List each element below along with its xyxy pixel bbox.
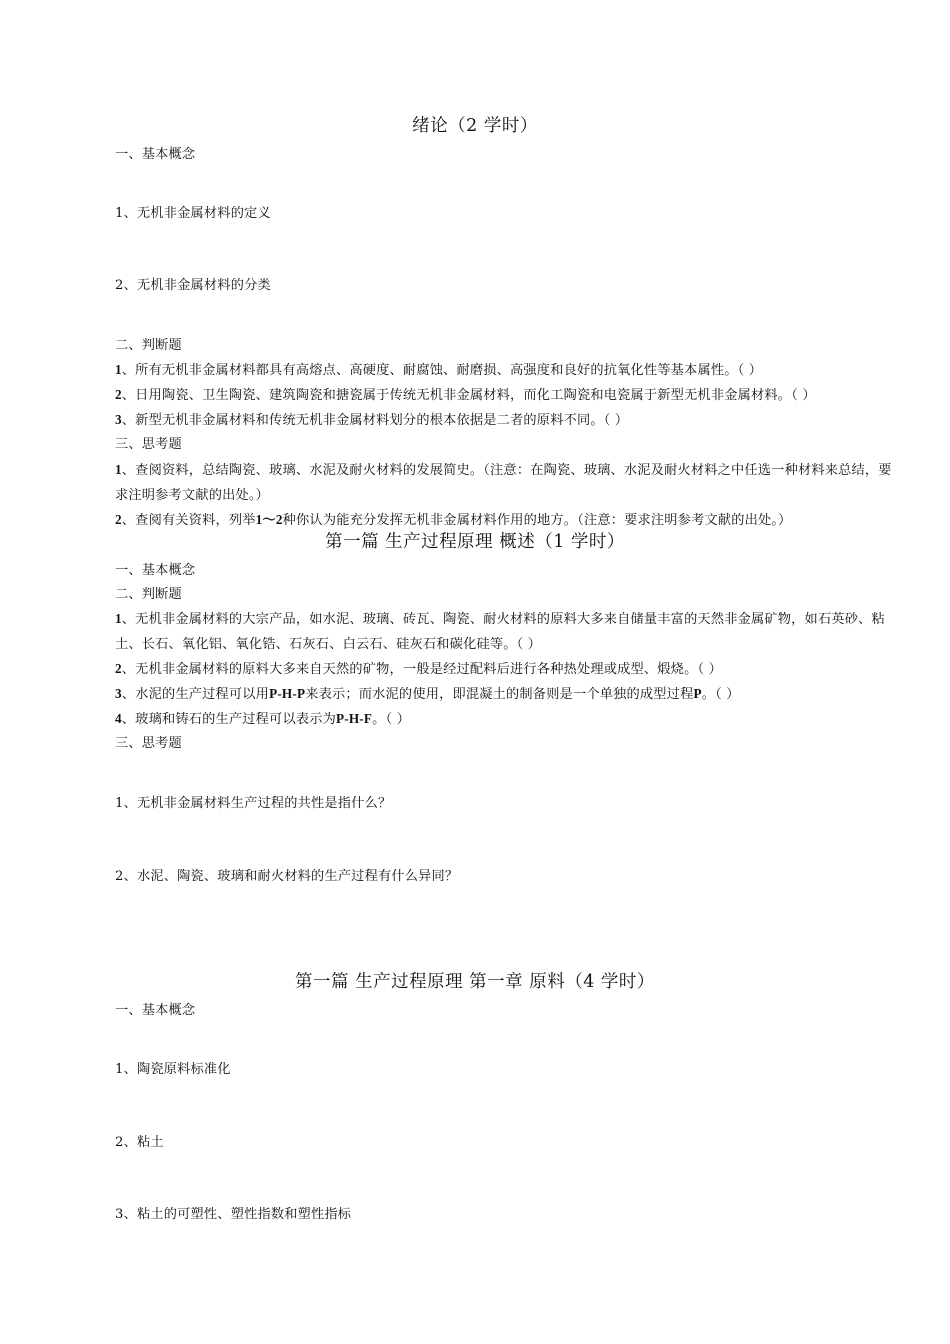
judgment-item: 3、水泥的生产过程可以用P-H-P来表示；而水泥的使用，即混凝土的制备则是一个单独的成型过程P。（ ） — [115, 686, 740, 702]
concept-item: 1、陶瓷原料标准化 — [115, 1062, 231, 1077]
heading-thinking-questions: 三、思考题 — [115, 437, 182, 452]
judgment-item: 1、所有无机非金属材料都具有高熔点、高硬度、耐腐蚀、耐磨损、高强度和良好的抗氧化性等基本属性。（ ） — [115, 362, 763, 378]
judgment-item: 2、无机非金属材料的原料大多来自天然的矿物，一般是经过配料后进行各种热处理或成型、煅烧。（ ） — [115, 661, 723, 677]
concept-item: 2、粘土 — [115, 1135, 164, 1150]
heading-basic-concepts: 一、基本概念 — [115, 563, 196, 578]
concept-item: 2、无机非金属材料的分类 — [115, 278, 271, 293]
section-title-overview: 第一篇 生产过程原理 概述（1 学时） — [325, 532, 625, 552]
thinking-item: 1、无机非金属材料生产过程的共性是指什么？ — [115, 796, 392, 811]
heading-true-false: 二、判断题 — [115, 338, 182, 353]
heading-basic-concepts: 一、基本概念 — [115, 1003, 196, 1018]
section-title-raw-materials: 第一篇 生产过程原理 第一章 原料（4 学时） — [295, 972, 655, 992]
concept-item: 3、粘土的可塑性、塑性指数和塑性指标 — [115, 1207, 352, 1222]
thinking-item: 1、查阅资料，总结陶瓷、玻璃、水泥及耐火材料的发展简史。（注意：在陶瓷、玻璃、水泥及耐火材料之中任选一种材料来总结，要求注明参考文献的出处。） — [115, 462, 892, 503]
judgment-item: 3、新型无机非金属材料和传统无机非金属材料划分的根本依据是二者的原料不同。（ ） — [115, 412, 629, 428]
judgment-item: 2、日用陶瓷、卫生陶瓷、建筑陶瓷和搪瓷属于传统无机非金属材料，而化工陶瓷和电瓷属于新型无机非金属材料。（ ） — [115, 387, 816, 403]
concept-item: 1、无机非金属材料的定义 — [115, 206, 271, 221]
section-title-intro: 绪论（2 学时） — [412, 116, 538, 136]
thinking-item: 2、查阅有关资料，列举1～2种你认为能充分发挥无机非金属材料作用的地方。（注意：要求注明参考文献的出处。） — [115, 512, 792, 528]
heading-basic-concepts: 一、基本概念 — [115, 147, 196, 162]
heading-true-false: 二、判断题 — [115, 587, 182, 602]
heading-thinking-questions: 三、思考题 — [115, 736, 182, 751]
thinking-item: 2、水泥、陶瓷、玻璃和耐火材料的生产过程有什么异同？ — [115, 869, 459, 884]
judgment-item: 4、玻璃和铸石的生产过程可以表示为P-H-F。（ ） — [115, 711, 411, 727]
judgment-item: 1、无机非金属材料的大宗产品，如水泥、玻璃、砖瓦、陶瓷、耐火材料的原料大多来自储量丰富的天然非金属矿物，如石英砂、粘土、长石、氧化铝、氧化锆、石灰石、白云石、硅灰石和碳化硅等。（ ） — [115, 611, 885, 652]
